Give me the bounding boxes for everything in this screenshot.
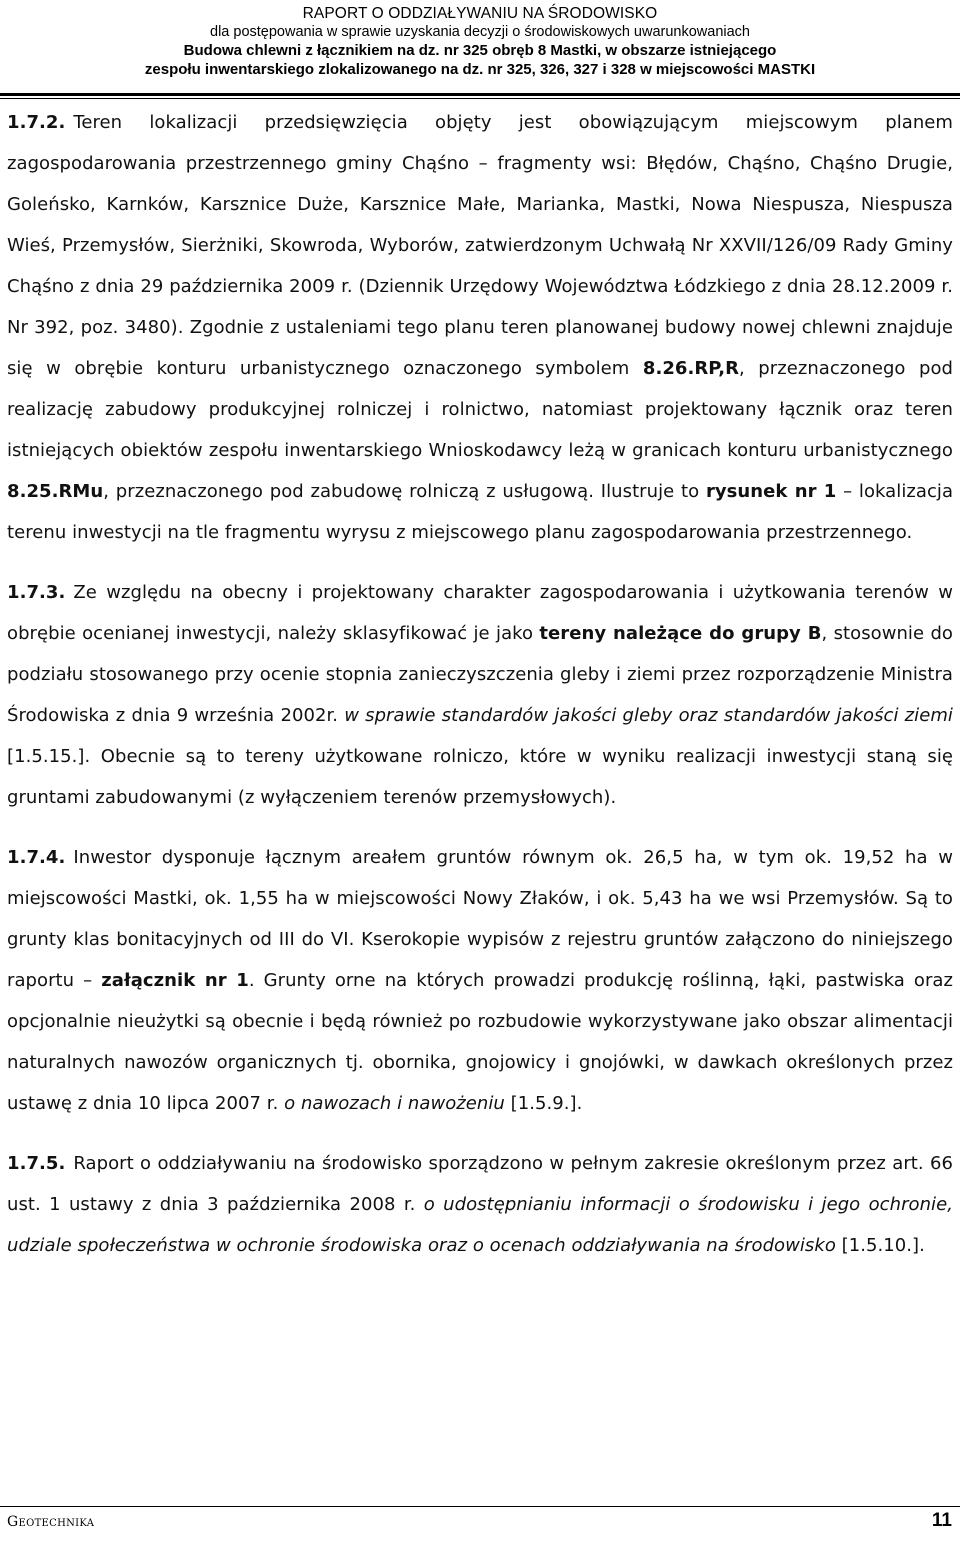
figure-reference: rysunek nr 1 [705,481,837,502]
section-number: 1.7.5. [7,1153,66,1174]
paragraph-text: Inwestor dysponuje łącznym areałem gruntów równym ok. 26,5 ha, w tym ok. 19,52 ha w miejscowości Mastki, ok. 1,55 ha w miejscowości Nowy Złaków, i ok. 5,43 ha we wsi Przemysłów. Są to grunty klas bonitacyjnych od III do VI. Kserokopie wypisów z rejestru gruntów załączono do niniejszego raportu – [7,847,953,991]
company-name: Geotechnika [7,1514,95,1530]
paragraph-text: Ze względu na obecny i projektowany charakter zagospodarowania i użytkowania terenów w obrębie ocenianej inwestycji, należy sklasyfikować je jako [7,582,953,644]
project-title-line2: zespołu inwentarskiego zlokalizowanego na dz. nr 325, 326, 327 i 328 w miejscowości MASTKI [144,61,816,78]
paragraph-text: – lokalizacja terenu inwestycji na tle fragmentu wyrysu z miejscowego planu zagospodarowania przestrzennego. [7,481,954,543]
paragraph-text: [1.5.15.]. Obecnie są to tereny użytkowane rolniczo, które w wyniku realizacji inwestycji staną się gruntami zabudowanymi (z wyłączeniem terenów przemysłowych). [7,746,953,808]
paragraph-text: Teren lokalizacji przedsięwzięcia objęty jest obowiązującym miejscowym planem zagospodarowania przestrzennego gminy Chąśno – fragmenty wsi: Błędów, Chąśno, Chąśno Drugie, Goleńsko, Karnków, Karsznice Duże, Karsznice Małe, Marianka, Mastki, Nowa Niespusza, Niespusza Wieś, Przemysłów, Sierżniki, Skowroda, Wyborów, zatwierdzonym Uchwałą Nr XXVII/126/09 Rady Gminy Chąśno z dnia 29 października 2009 r. (Dziennik Urzędowy Województwa Łódzkiego z dnia 28.12.2009 r. Nr 392, poz. 3480). Zgodnie z ustaleniami tego planu teren planowanej budowy nowej chlewni znajduje się w obrębie konturu urbanistycznego oznaczonego symbolem [7,112,953,379]
paragraph-text: , przeznaczonego pod zabudowę rolniczą z usługową. Ilustruje to [103,481,706,502]
section-1-7-4 [7,837,953,1124]
footer-divider [0,1506,960,1507]
paragraph-text: , stosownie do podziału stosowanego przy ocenie stopnia zanieczyszczenia gleby i ziemi przez rozporządzenie Ministra Środowiska z dnia 9 września 2002r. [7,623,953,726]
report-title: RAPORT O ODDZIAŁYWANIU NA ŚRODOWISKO [302,5,658,22]
plan-symbol: 8.26.RP,R [642,358,740,379]
paragraph-text: [1.5.9.]. [504,1093,583,1114]
section-number: 1.7.2. [7,112,66,133]
section-number: 1.7.4. [7,847,66,868]
paragraph-text: [1.5.10.]. [835,1235,925,1256]
paragraph-text: , przeznaczonego pod realizację zabudowy produkcyjnej rolniczej i rolnictwo, natomiast projektowany łącznik oraz teren istniejących obiektów zespołu inwentarskiego Wnioskodawcy leżą w granicach konturu urbanistycznego [7,358,953,461]
paragraph-text: Raport o oddziaływaniu na środowisko sporządzono w pełnym zakresie określonym przez art. 66 ust. 1 ustawy z dnia 3 października 2008 r. [7,1153,953,1215]
paragraph-text: . Grunty orne na których prowadzi produkcję roślinną, łąki, pastwiska oraz opcjonalnie nieużytki są obecnie i będą również po rozbudowie wykorzystywane jako obszar alimentacji naturalnych nawozów organicznych tj. obornika, gnojowicy i gnojówki, w dawkach określonych przez ustawę z dnia 10 lipca 2007 r. [7,970,954,1114]
act-title: o udostępnianiu informacji o środowisku i jego ochronie, udziale społeczeństwa w ochronie środowiska oraz o ocenach oddziaływania na środowisko [7,1194,953,1256]
regulation-title: w sprawie standardów jakości gleby oraz standardów jakości ziemi [344,705,953,726]
section-1-7-2 [7,102,953,553]
page-header [0,4,960,79]
page-number: 11 [931,1510,952,1531]
report-subtitle: dla postępowania w sprawie uzyskania decyzji o środowiskowych uwarunkowaniach [210,24,750,40]
header-divider [0,93,960,96]
header-divider-thin [0,98,960,99]
section-1-7-5 [7,1143,953,1266]
project-title-line1: Budowa chlewni z łącznikiem na dz. nr 325 obręb 8 Mastki, w obszarze istniejącego [183,42,777,59]
act-title: o nawozach i nawożeniu [284,1093,505,1114]
section-1-7-3 [7,572,953,818]
land-group-classification: tereny należące do grupy B [539,623,822,644]
section-number: 1.7.3. [7,582,66,603]
plan-symbol: 8.25.RMu [7,481,104,502]
document-body [7,102,953,1285]
attachment-reference: załącznik nr 1 [101,970,249,991]
